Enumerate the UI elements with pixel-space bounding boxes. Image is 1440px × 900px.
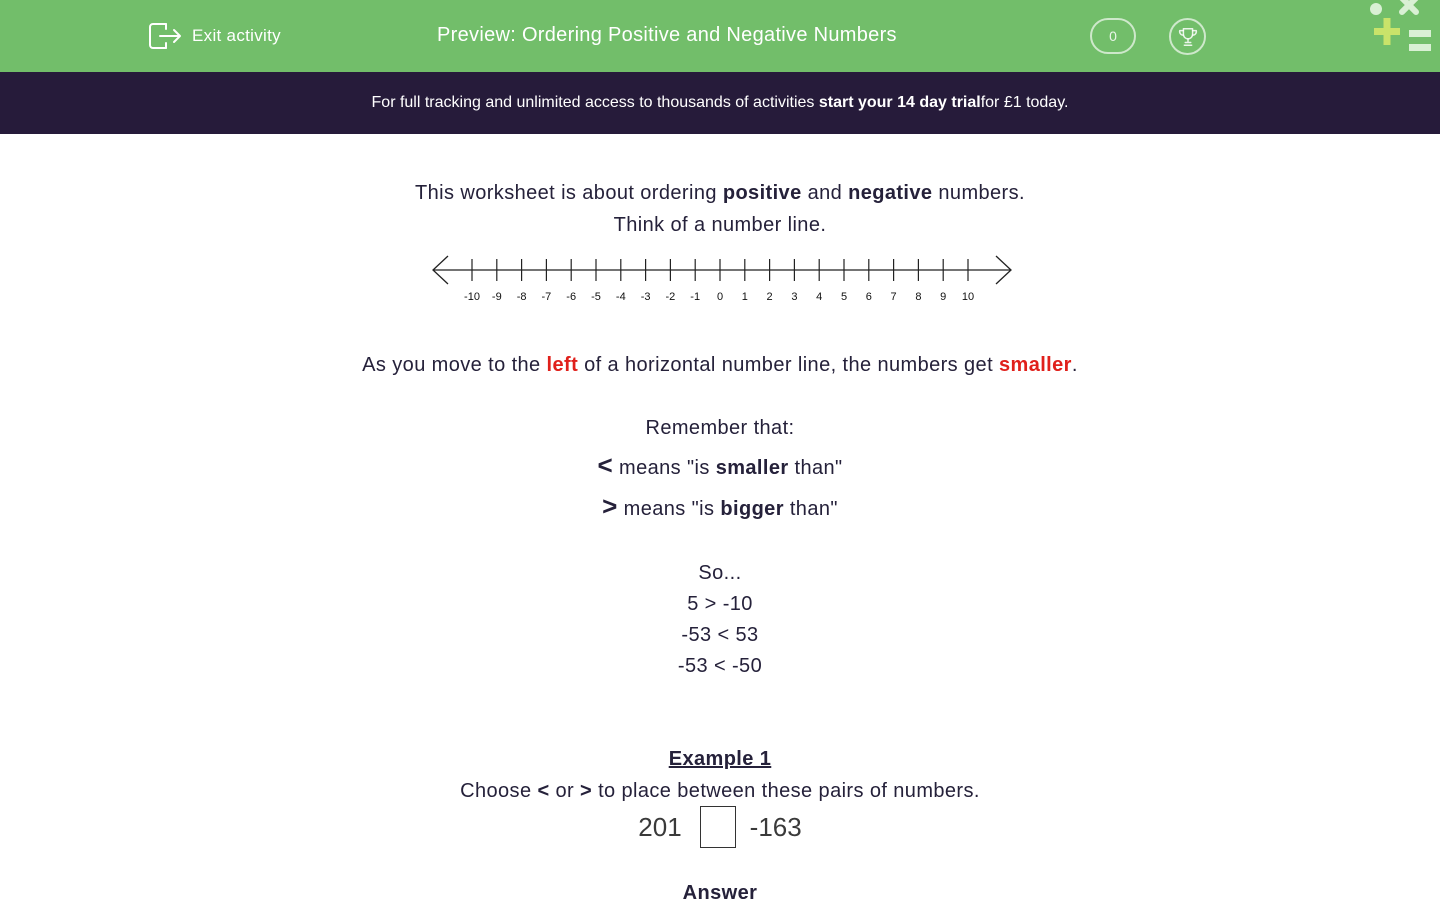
trial-banner[interactable] [0,72,1440,134]
number-line-label: -6 [566,291,577,303]
number-line-label: 9 [940,291,947,303]
greater-than-rule [0,491,1440,522]
rule-text: As you move to the [362,354,547,376]
page-title: Preview: Ordering Positive and Negative Numbers [437,24,897,46]
symbol-answer-box[interactable] [700,806,736,848]
example-1-pair [0,806,1440,848]
exit-activity-button[interactable] [148,20,281,52]
so-example-1: 5 > -10 [687,593,753,615]
number-line-label: -5 [591,291,601,303]
pair-right-number: -163 [749,811,802,842]
exit-activity-label: Exit activity [192,26,281,45]
rule-text: of a horizontal number line, the numbers get [578,354,999,376]
remember-heading: Remember that: [645,417,795,439]
exit-icon [148,21,182,51]
example-1-title-text: Example 1 [668,748,772,770]
instruction-text: or [549,780,581,802]
intro-line-1 [0,182,1440,205]
banner-text-pre: For full tracking and unlimited access to thousands of activities [371,94,815,111]
instruction-text: Choose [460,780,538,802]
number-line-label: 3 [791,291,798,303]
banner-text-post: for £1 today. [980,94,1069,111]
rule-left-highlight: left [546,354,579,376]
instruction-greater-than: > [580,780,593,802]
example-1-title [0,748,1440,771]
rule-line [0,354,1440,377]
intro-line-2: Think of a number line. [613,214,827,236]
number-line-label: 4 [816,291,823,303]
banner-trial-link[interactable]: start your 14 day trial [818,94,981,111]
number-line-label: -1 [690,291,701,303]
rule-smaller-highlight: smaller [999,354,1072,376]
so-example-3: -53 < -50 [677,655,763,677]
intro-bold-negative: negative [848,182,933,204]
intro-text: and [801,182,849,204]
instruction-text: to place between these pairs of numbers. [592,780,980,802]
greater-than-symbol: > [602,491,618,521]
number-line-label: -10 [464,291,480,303]
rule-text: than" [783,498,838,520]
intro-text: This worksheet is about ordering [415,182,723,204]
number-line-label: 8 [915,291,922,303]
example-1-instruction [0,780,1440,803]
rule-text: . [1071,354,1078,376]
number-line-label: -4 [615,291,626,303]
so-example-2: -53 < 53 [681,624,759,646]
number-line-label: -9 [491,291,502,303]
rule-bold-bigger: bigger [720,498,784,520]
number-line-label: 6 [865,291,872,303]
number-line-label: 0 [716,291,724,303]
pair-left-number: 201 [638,811,682,842]
number-line-label: 1 [741,291,748,303]
rule-text: means "is [613,457,716,479]
answer-heading [0,882,1440,900]
answer-heading-text: Answer [682,882,758,900]
number-line [428,250,1018,310]
number-line-label: 10 [961,291,975,303]
trophy-icon [1177,26,1199,48]
instruction-less-than: < [537,780,550,802]
less-than-symbol: < [597,450,614,480]
rule-bold-smaller: smaller [715,457,789,479]
rule-text: than" [788,457,843,479]
intro-bold-positive: positive [722,182,802,204]
brand-logo-icon [1366,0,1440,60]
number-line-label: -2 [665,291,676,303]
rule-text: means "is [617,498,721,520]
top-bar [0,0,1440,72]
so-heading: So... [698,562,742,584]
intro-text: numbers. [932,182,1025,204]
number-line-label: -7 [541,291,552,303]
less-than-rule [0,450,1440,481]
number-line-label: -8 [516,291,527,303]
number-line-label: 7 [890,291,897,303]
number-line-label: 5 [840,291,848,303]
score-badge: 0 [1090,18,1136,54]
number-line-label: 2 [766,291,773,303]
trophy-button[interactable] [1169,18,1206,55]
number-line-label: -3 [640,291,651,303]
